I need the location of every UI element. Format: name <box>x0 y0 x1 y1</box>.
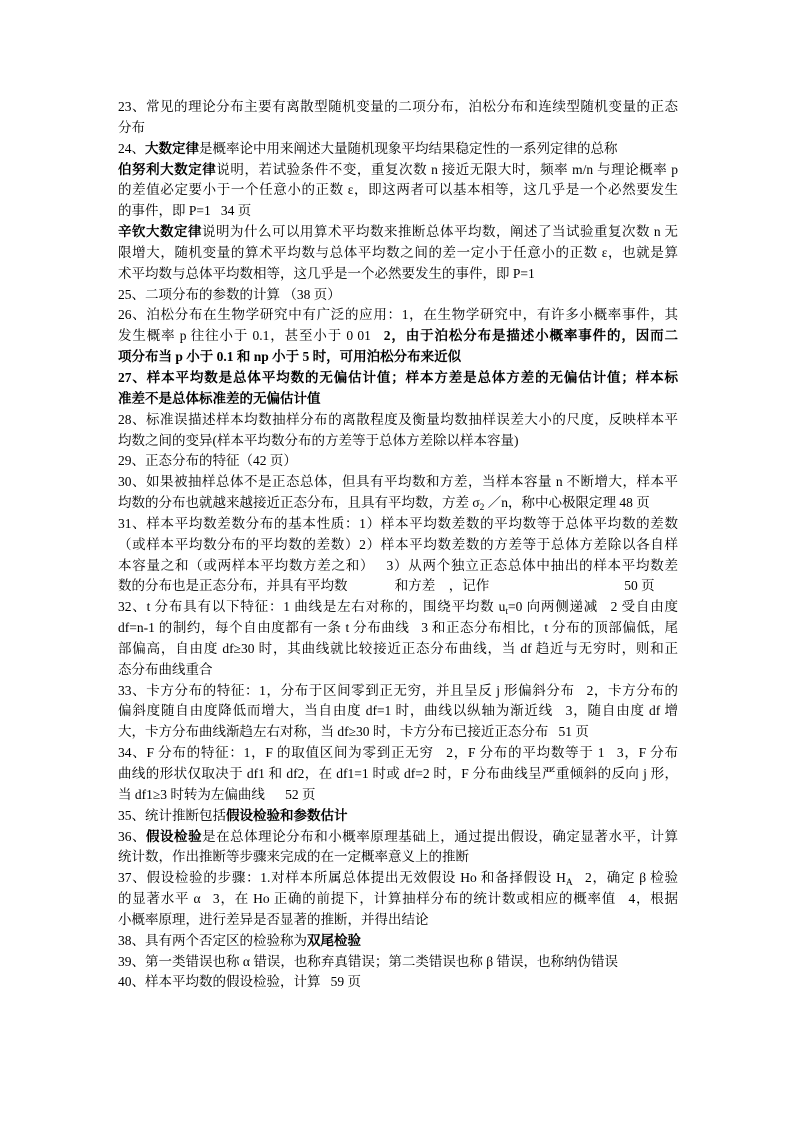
text-line <box>118 451 678 472</box>
paragraph <box>118 827 678 869</box>
text-segment: 32、t 分布具有以下特征：1 曲线是左右对称的，围绕平均数 u <box>118 599 506 615</box>
text-segment: 23、常见的理论分布主要有离散型随机变量的二项分布，泊松分布和连续型随机变量的正态 <box>118 99 678 114</box>
text-line <box>118 910 678 931</box>
paragraph <box>118 931 678 952</box>
text-line <box>118 847 678 868</box>
text-line <box>118 618 678 639</box>
paragraph <box>118 681 678 744</box>
text-segment: ／n，称中心极限定理 48 页 <box>484 495 650 511</box>
text-segment: 术平均数与总体平均数相等，这几乎是一个必然要发生的事件，即 P=1 <box>118 265 535 281</box>
text-segment: 36、 <box>118 828 147 844</box>
paragraph <box>118 597 678 680</box>
text-segment: 分布 <box>118 119 145 135</box>
bold-text: 伯努利大数定律 <box>118 161 217 177</box>
text-segment: 34、F 分布的特征：1，F 的取值区间为零到正无穷 2，F 分布的平均数等于 1 3，F 分布 <box>118 745 678 761</box>
text-segment: 29、正态分布的特征（42 页） <box>118 453 297 469</box>
text-segment: 的事件，即 P=1 34 页 <box>118 203 252 219</box>
text-segment: 小概率原理，进行差异是否显著的推断，并得出结论 <box>118 911 429 927</box>
text-segment: 37、假设检验的步骤：1.对样本所属总体提出无效假设 Ho 和备择假设 H <box>118 870 566 886</box>
text-segment: 说明为什么可以用算术平均数来推断总体平均数，阐述了当试验重复次数 n 无 <box>202 224 678 240</box>
bold-text: 27、样本平均数是总体平均数的无偏估计值；样本方差是总体方差的无偏估计值；样本标 <box>118 369 678 385</box>
subscript-text: t <box>505 606 509 617</box>
bold-text: 假设检验和参数估计 <box>226 807 348 823</box>
text-segment: 40、样本平均数的假设检验，计算 59 页 <box>118 974 361 990</box>
subscript-text: A <box>565 877 573 888</box>
text-line <box>118 868 678 889</box>
text-line <box>118 556 678 577</box>
text-segment: 偏斜度随自由度降低而增大，当自由度 df=1 时，曲线以纵轴为渐近线 3，随自由度 df 增 <box>118 703 678 719</box>
text-line <box>118 576 678 597</box>
text-line <box>118 514 678 535</box>
text-segment: 35、统计推断包括 <box>118 807 226 823</box>
text-line <box>118 410 678 431</box>
paragraph <box>118 806 678 827</box>
paragraph <box>118 514 678 597</box>
text-segment: 的差值必定要小于一个任意小的正数 ε，即这两者可以基本相等，这几乎是一个必然要发生 <box>118 182 678 198</box>
text-line <box>118 285 678 306</box>
text-segment: 当 df1≥3 时转为左偏曲线 52 页 <box>118 786 316 802</box>
text-line <box>118 201 678 222</box>
text-segment: 本容量之和（或两样本平均数方差之和） 3）从两个独立正态总体中抽出的样本平均数差 <box>118 557 678 573</box>
text-segment: 大，卡方分布曲线渐趋左右对称，当 df≥30 时，卡方分布已接近正态分布 51 页 <box>118 724 589 740</box>
text-line <box>118 493 678 514</box>
text-line <box>118 97 678 118</box>
text-line <box>118 764 678 785</box>
paragraph <box>118 160 678 223</box>
text-segment: 是在总体理论分布和小概率原理基础上，通过提出假设，确定显著水平，计算 <box>202 828 678 844</box>
paragraph <box>118 743 678 806</box>
bold-text: 双尾检验 <box>307 932 361 948</box>
text-segment: 限增大，随机变量的算术平均数与总体平均数之间的差一定小于任意小的正数 ε，也就是算 <box>118 244 678 260</box>
text-line <box>118 681 678 702</box>
paragraph <box>118 472 678 514</box>
text-line <box>118 701 678 722</box>
bold-text: 假设检验 <box>146 828 203 844</box>
document-body <box>118 97 678 993</box>
text-segment: 39、第一类错误也称 α 错误，也称弃真错误；第二类错误也称 β 错误，也称纳伪错误 <box>118 953 618 969</box>
text-line <box>118 806 678 827</box>
text-line <box>118 660 678 681</box>
subscript-text: 2 <box>479 502 485 513</box>
text-line <box>118 597 678 618</box>
text-segment: 态分布曲线重合 <box>118 661 213 677</box>
text-line <box>118 139 678 160</box>
paragraph <box>118 952 678 973</box>
paragraph <box>118 451 678 472</box>
text-line <box>118 931 678 952</box>
text-line <box>118 264 678 285</box>
paragraph <box>118 368 678 410</box>
text-line <box>118 326 678 347</box>
text-line <box>118 305 678 326</box>
bold-text: 项分布当 p 小于 0.1 和 np 小于 5 时，可用泊松分布来近似 <box>118 349 462 365</box>
text-segment: 24、 <box>118 140 145 156</box>
text-segment: 均数的分布也就越来越接近正态分布，且具有平均数，方差 σ <box>118 495 480 511</box>
text-line <box>118 722 678 743</box>
text-line <box>118 180 678 201</box>
text-line <box>118 743 678 764</box>
text-segment: 33、卡方分布的特征：1，分布于区间零到正无穷，并且呈反 j 形偏斜分布 2，卡方分布的 <box>118 682 678 698</box>
text-segment: 30、如果被抽样总体不是正态总体，但具有平均数和方差，当样本容量 n 不断增大，样本平 <box>118 474 678 490</box>
text-segment: =0 向两侧递减 2 受自由度 <box>508 599 678 615</box>
paragraph <box>118 97 678 139</box>
text-segment: 25、二项分布的参数的计算 （38 页） <box>118 286 341 302</box>
text-line <box>118 889 678 910</box>
paragraph <box>118 868 678 931</box>
text-segment: 发生概率 p 往往小于 0.1，甚至小于 0 01 <box>118 328 384 344</box>
text-line <box>118 827 678 848</box>
text-line <box>118 431 678 452</box>
paragraph <box>118 305 678 368</box>
text-segment: df=n-1 的制约，每个自由度都有一条 t 分布曲线 3 和正态分布相比，t 分布的顶部偏低，尾 <box>118 620 678 636</box>
text-line <box>118 160 678 181</box>
paragraph <box>118 139 678 160</box>
paragraph <box>118 972 678 993</box>
paragraph <box>118 285 678 306</box>
text-segment: 部偏高，自由度 df≥30 时，其曲线就比较接近正态分布曲线，当 df 趋近与无穷时，则和正 <box>118 640 678 656</box>
text-segment: 是概率论中用来阐述大量随机现象平均结果稳定性的一系列定律的总称 <box>199 140 618 156</box>
text-line <box>118 785 678 806</box>
text-segment: 28、标准误描述样本均数抽样分布的离散程度及衡量均数抽样误差大小的尺度，反映样本平 <box>118 411 678 427</box>
text-line <box>118 472 678 493</box>
text-segment: 26、泊松分布在生物学研究中有广泛的应用：1，在生物学研究中，有许多小概率事件，其 <box>118 307 678 323</box>
text-segment: （或样本平均数分布的平均数的差数）2）样本平均数差数的方差等于总体方差除以各自样 <box>118 536 678 552</box>
text-line <box>118 368 678 389</box>
paragraph <box>118 222 678 285</box>
text-segment: 38、具有两个否定区的检验称为 <box>118 932 307 948</box>
text-line <box>118 222 678 243</box>
text-segment: 说明，若试验条件不变，重复次数 n 接近无限大时，频率 m/n 与理论概率 p <box>216 161 678 177</box>
text-line <box>118 952 678 973</box>
text-segment: 曲线的形状仅取决于 df1 和 df2，在 df1=1 时或 df=2 时，F 分布曲线呈严重倾斜的反向 j 形， <box>118 766 678 781</box>
text-segment: 31、样本平均数差数分布的基本性质：1）样本平均数差数的平均数等于总体平均数的差数 <box>118 515 678 531</box>
text-segment: 数的分布也是正态分布，并具有平均数 和方差 ，记作 50 页 <box>118 578 655 594</box>
text-segment: 统计数，作出推断等步骤来完成的在一定概率意义上的推断 <box>118 849 469 865</box>
text-line <box>118 243 678 264</box>
paragraph <box>118 410 678 452</box>
text-line <box>118 118 678 139</box>
text-line <box>118 639 678 660</box>
text-segment: 的显著水平 α 3，在 Ho 正确的前提下，计算抽样分布的统计数或相应的概率值 4，根据 <box>118 891 678 907</box>
bold-text: 准差不是总体标准差的无偏估计值 <box>118 390 321 406</box>
text-line <box>118 535 678 556</box>
bold-text: 大数定律 <box>145 140 199 156</box>
text-segment: 2，确定 β 检验 <box>572 870 678 886</box>
bold-text: 辛钦大数定律 <box>118 224 202 240</box>
text-segment: 均数之间的变异(样本平均数分布的方差等于总体方差除以样本容量) <box>118 432 519 448</box>
text-line <box>118 389 678 410</box>
text-line <box>118 972 678 993</box>
text-line <box>118 347 678 368</box>
bold-text: 2，由于泊松分布是描述小概率事件的，因而二 <box>383 328 678 344</box>
